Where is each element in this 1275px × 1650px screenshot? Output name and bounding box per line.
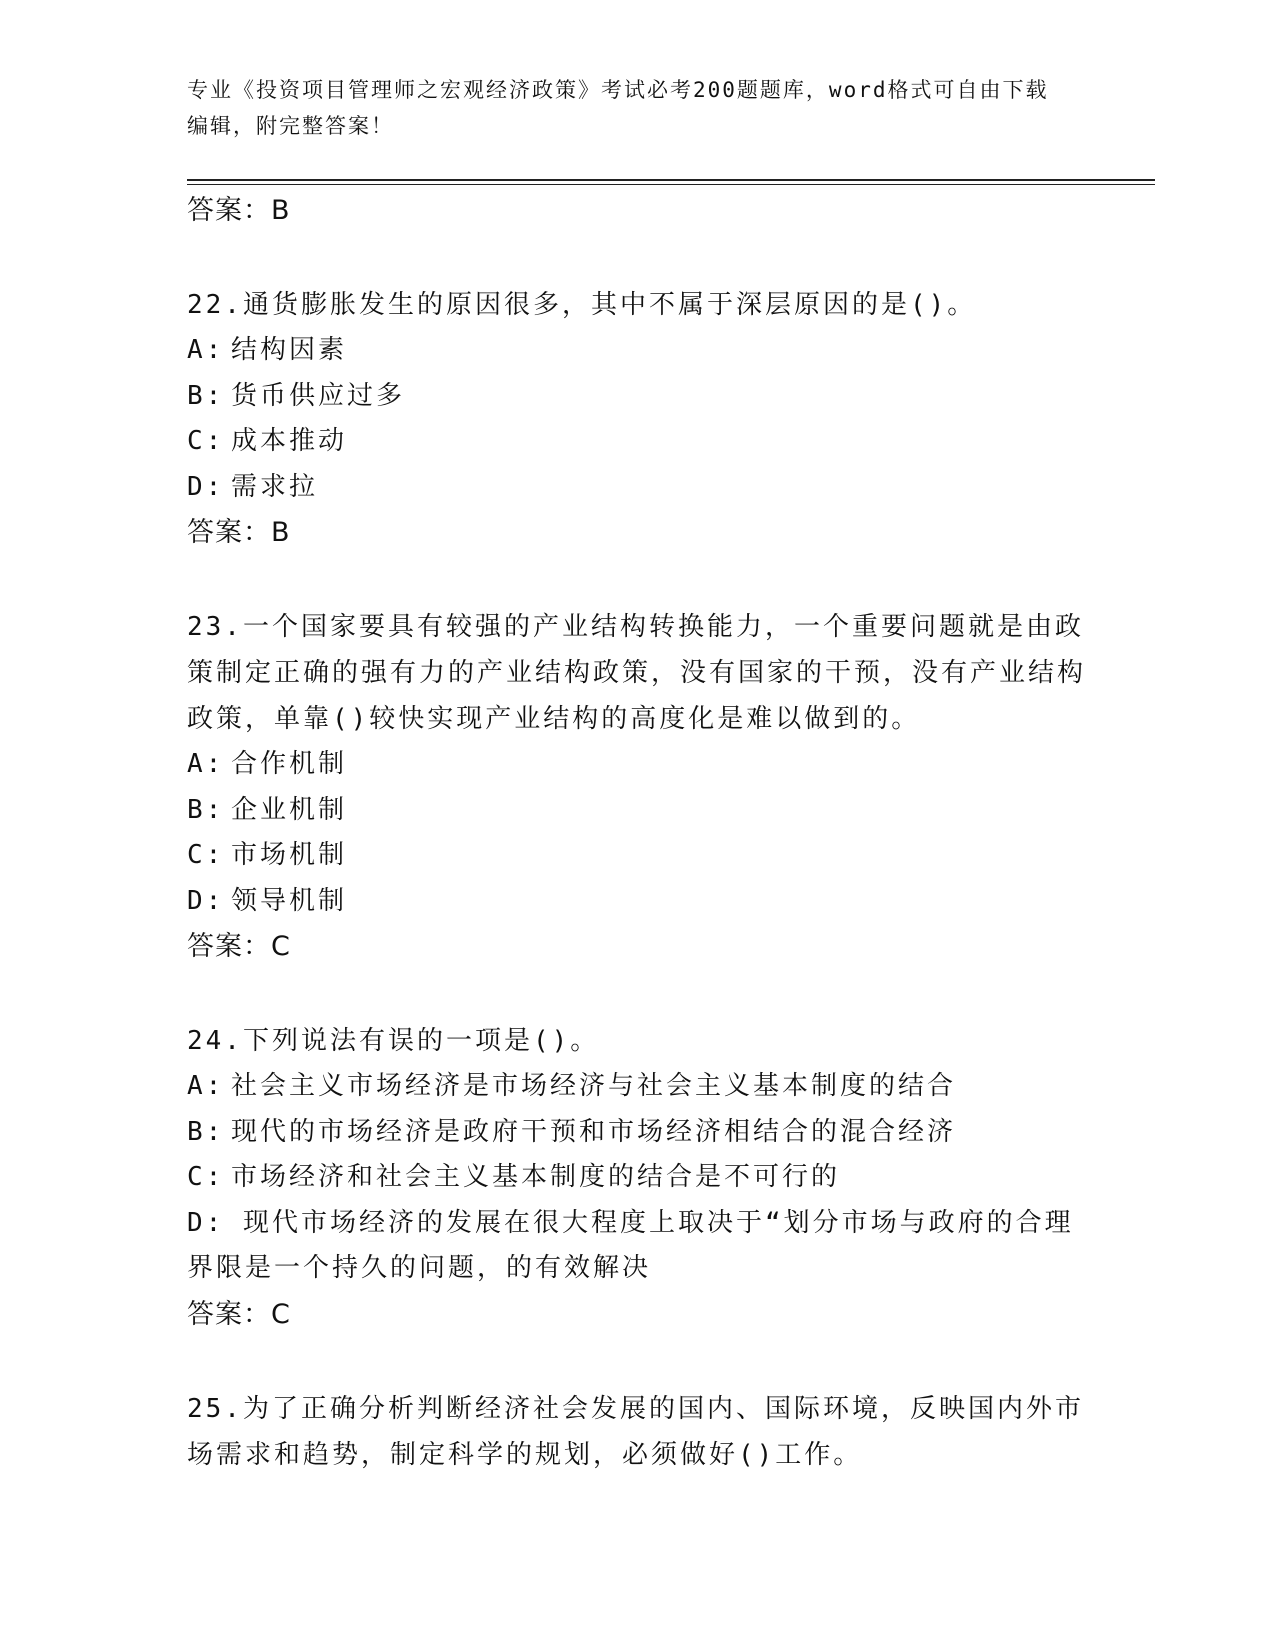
option-a (187, 328, 1087, 374)
option-letter: C: (187, 1162, 225, 1192)
option-letter: D: (187, 885, 225, 916)
option-text: 现代的市场经济是政府干预和市场经济相结合的混合经济 (231, 1116, 957, 1147)
question-stem: 23.一个国家要具有较强的产业结构转换能力，一个重要问题就是由政策制定正确的强有力的产业结构政策，没有国家的干预，没有产业结构政策，单靠()较快实现产业结构的高度化是难以做到的。 (187, 612, 1087, 734)
document-body (187, 188, 1087, 1478)
question-23 (187, 604, 1087, 970)
option-text: 市场机制 (231, 840, 348, 870)
answer-line: 答案：C (187, 1298, 291, 1330)
option-text: 成本推动 (231, 426, 348, 456)
option-text: 领导机制 (231, 885, 348, 916)
option-b (187, 1110, 1087, 1156)
option-text: 货币供应过多 (231, 380, 406, 411)
option-text: 社会主义市场经济是市场经济与社会主义基本制度的结合 (231, 1071, 957, 1101)
option-text: 合作机制 (231, 749, 348, 779)
option-d (187, 1201, 1087, 1292)
option-d (187, 465, 1087, 511)
answer-line: 答案：B (187, 195, 291, 226)
option-letter: D: (187, 471, 225, 502)
option-text: 现代市场经济的发展在很大程度上取决于“划分市场与政府的合理界限是一个持久的问题，的有效解决 (187, 1207, 1074, 1283)
question-24 (187, 1018, 1087, 1338)
option-letter: B: (187, 380, 225, 411)
option-letter: B: (187, 794, 225, 825)
question-25 (187, 1386, 1087, 1478)
option-d (187, 879, 1087, 925)
option-text: 结构因素 (231, 335, 348, 365)
option-c (187, 833, 1087, 879)
answer-line: 答案：B (187, 517, 291, 548)
question-stem: 24.下列说法有误的一项是()。 (187, 1026, 600, 1056)
option-a (187, 1064, 1087, 1110)
option-letter: A: (187, 749, 225, 779)
option-text: 需求拉 (231, 471, 319, 502)
option-letter: C: (187, 840, 225, 870)
option-text: 市场经济和社会主义基本制度的结合是不可行的 (231, 1162, 841, 1192)
header-rule-thick (187, 179, 1155, 181)
question-stem: 25.为了正确分析判断经济社会发展的国内、国际环境，反映国内外市场需求和趋势，制定科学的规划，必须做好()工作。 (187, 1393, 1084, 1470)
answer-line: 答案：C (187, 931, 291, 962)
option-letter: A: (187, 1071, 225, 1101)
option-letter: A: (187, 335, 225, 365)
option-c (187, 1155, 1087, 1201)
option-letter: B: (187, 1116, 225, 1147)
header-rule-thin (187, 184, 1155, 185)
option-a (187, 742, 1087, 788)
option-letter: D: (187, 1207, 225, 1238)
option-b (187, 374, 1087, 420)
option-b (187, 788, 1087, 834)
option-c (187, 419, 1087, 465)
option-letter: C: (187, 426, 225, 456)
document-header (187, 72, 1067, 144)
header-text: 专业《投资项目管理师之宏观经济政策》考试必考200题题库，word格式可自由下载编辑，附完整答案！ (187, 78, 1049, 138)
question-stem: 22.通货膨胀发生的原因很多，其中不属于深层原因的是()。 (187, 290, 977, 320)
question-22 (187, 282, 1087, 556)
option-text: 企业机制 (231, 794, 348, 825)
